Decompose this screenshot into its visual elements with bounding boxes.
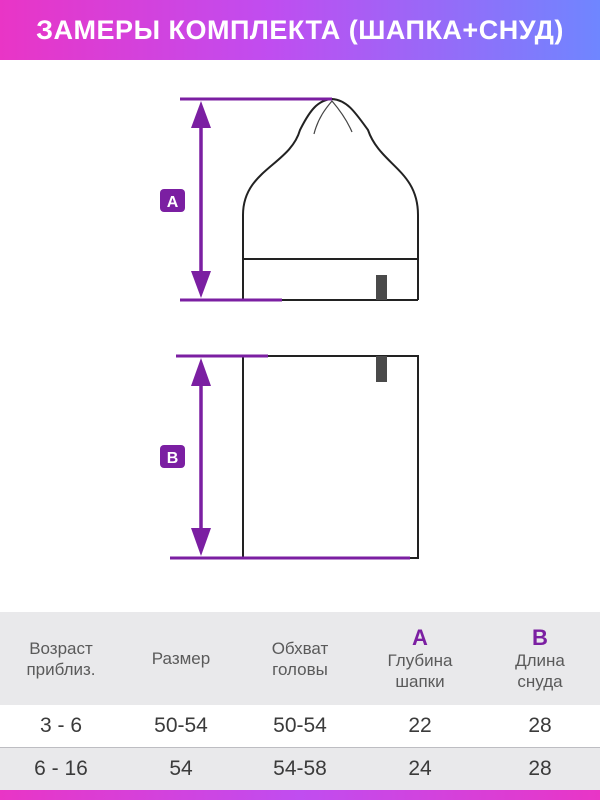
header-age-line2: приблиз. [26, 659, 96, 679]
hat-outline [243, 99, 418, 300]
header-snood-length-line2: снуда [517, 671, 563, 691]
measure-b-arrow-down [191, 528, 211, 556]
snood-label-tag [376, 356, 387, 382]
header-head-circumference [240, 612, 360, 705]
cell-hat-depth: 24 [408, 757, 432, 780]
header-hat-depth [360, 612, 480, 705]
header-hat-depth-line2: шапки [395, 671, 445, 691]
header-age-line1: Возраст [29, 638, 93, 658]
header-snood-length-line1: Длина [515, 650, 565, 670]
hat-top-fold [314, 101, 352, 134]
header-hat-depth-letter: A [412, 624, 428, 650]
measurement-diagram [0, 60, 600, 610]
cell-snood-length: 28 [528, 714, 552, 737]
table-row [0, 748, 600, 790]
header-hat-depth-line1: Глубина [387, 650, 453, 670]
measure-b [160, 356, 410, 558]
measure-a-arrow-up [191, 101, 211, 128]
cell-hat-depth: 22 [408, 714, 432, 737]
header-banner [0, 0, 600, 60]
snood-outline [243, 356, 418, 558]
measure-a-label: A [166, 194, 179, 211]
cell-age: 6 - 16 [34, 757, 88, 780]
cell-head-circumference: 50-54 [273, 714, 327, 737]
table-row [0, 705, 600, 747]
header-snood-length-letter: B [532, 624, 548, 650]
cell-size: 54 [169, 757, 193, 780]
header-size-line1: Размер [151, 649, 211, 668]
cell-head-circumference: 54-58 [273, 757, 327, 780]
header-age [0, 612, 122, 705]
snood-illustration [243, 356, 418, 558]
cell-age: 3 - 6 [39, 714, 83, 737]
size-table [0, 612, 600, 790]
measure-b-label: B [166, 450, 179, 467]
measure-a-arrow-down [191, 271, 211, 298]
measure-b-arrow-up [191, 358, 211, 386]
cell-snood-length: 28 [528, 757, 552, 780]
page-title: ЗАМЕРЫ КОМПЛЕКТА (ШАПКА+СНУД) [36, 14, 564, 45]
header-snood-length [480, 612, 600, 705]
hat-label-tag [376, 275, 387, 300]
footer-bar [0, 790, 600, 800]
hat-illustration [243, 99, 418, 300]
cell-size: 50-54 [154, 714, 208, 737]
header-head-line1: Обхват [271, 638, 329, 658]
header-head-line2: головы [272, 659, 328, 679]
header-size [122, 612, 240, 705]
table-header-row [0, 612, 600, 705]
